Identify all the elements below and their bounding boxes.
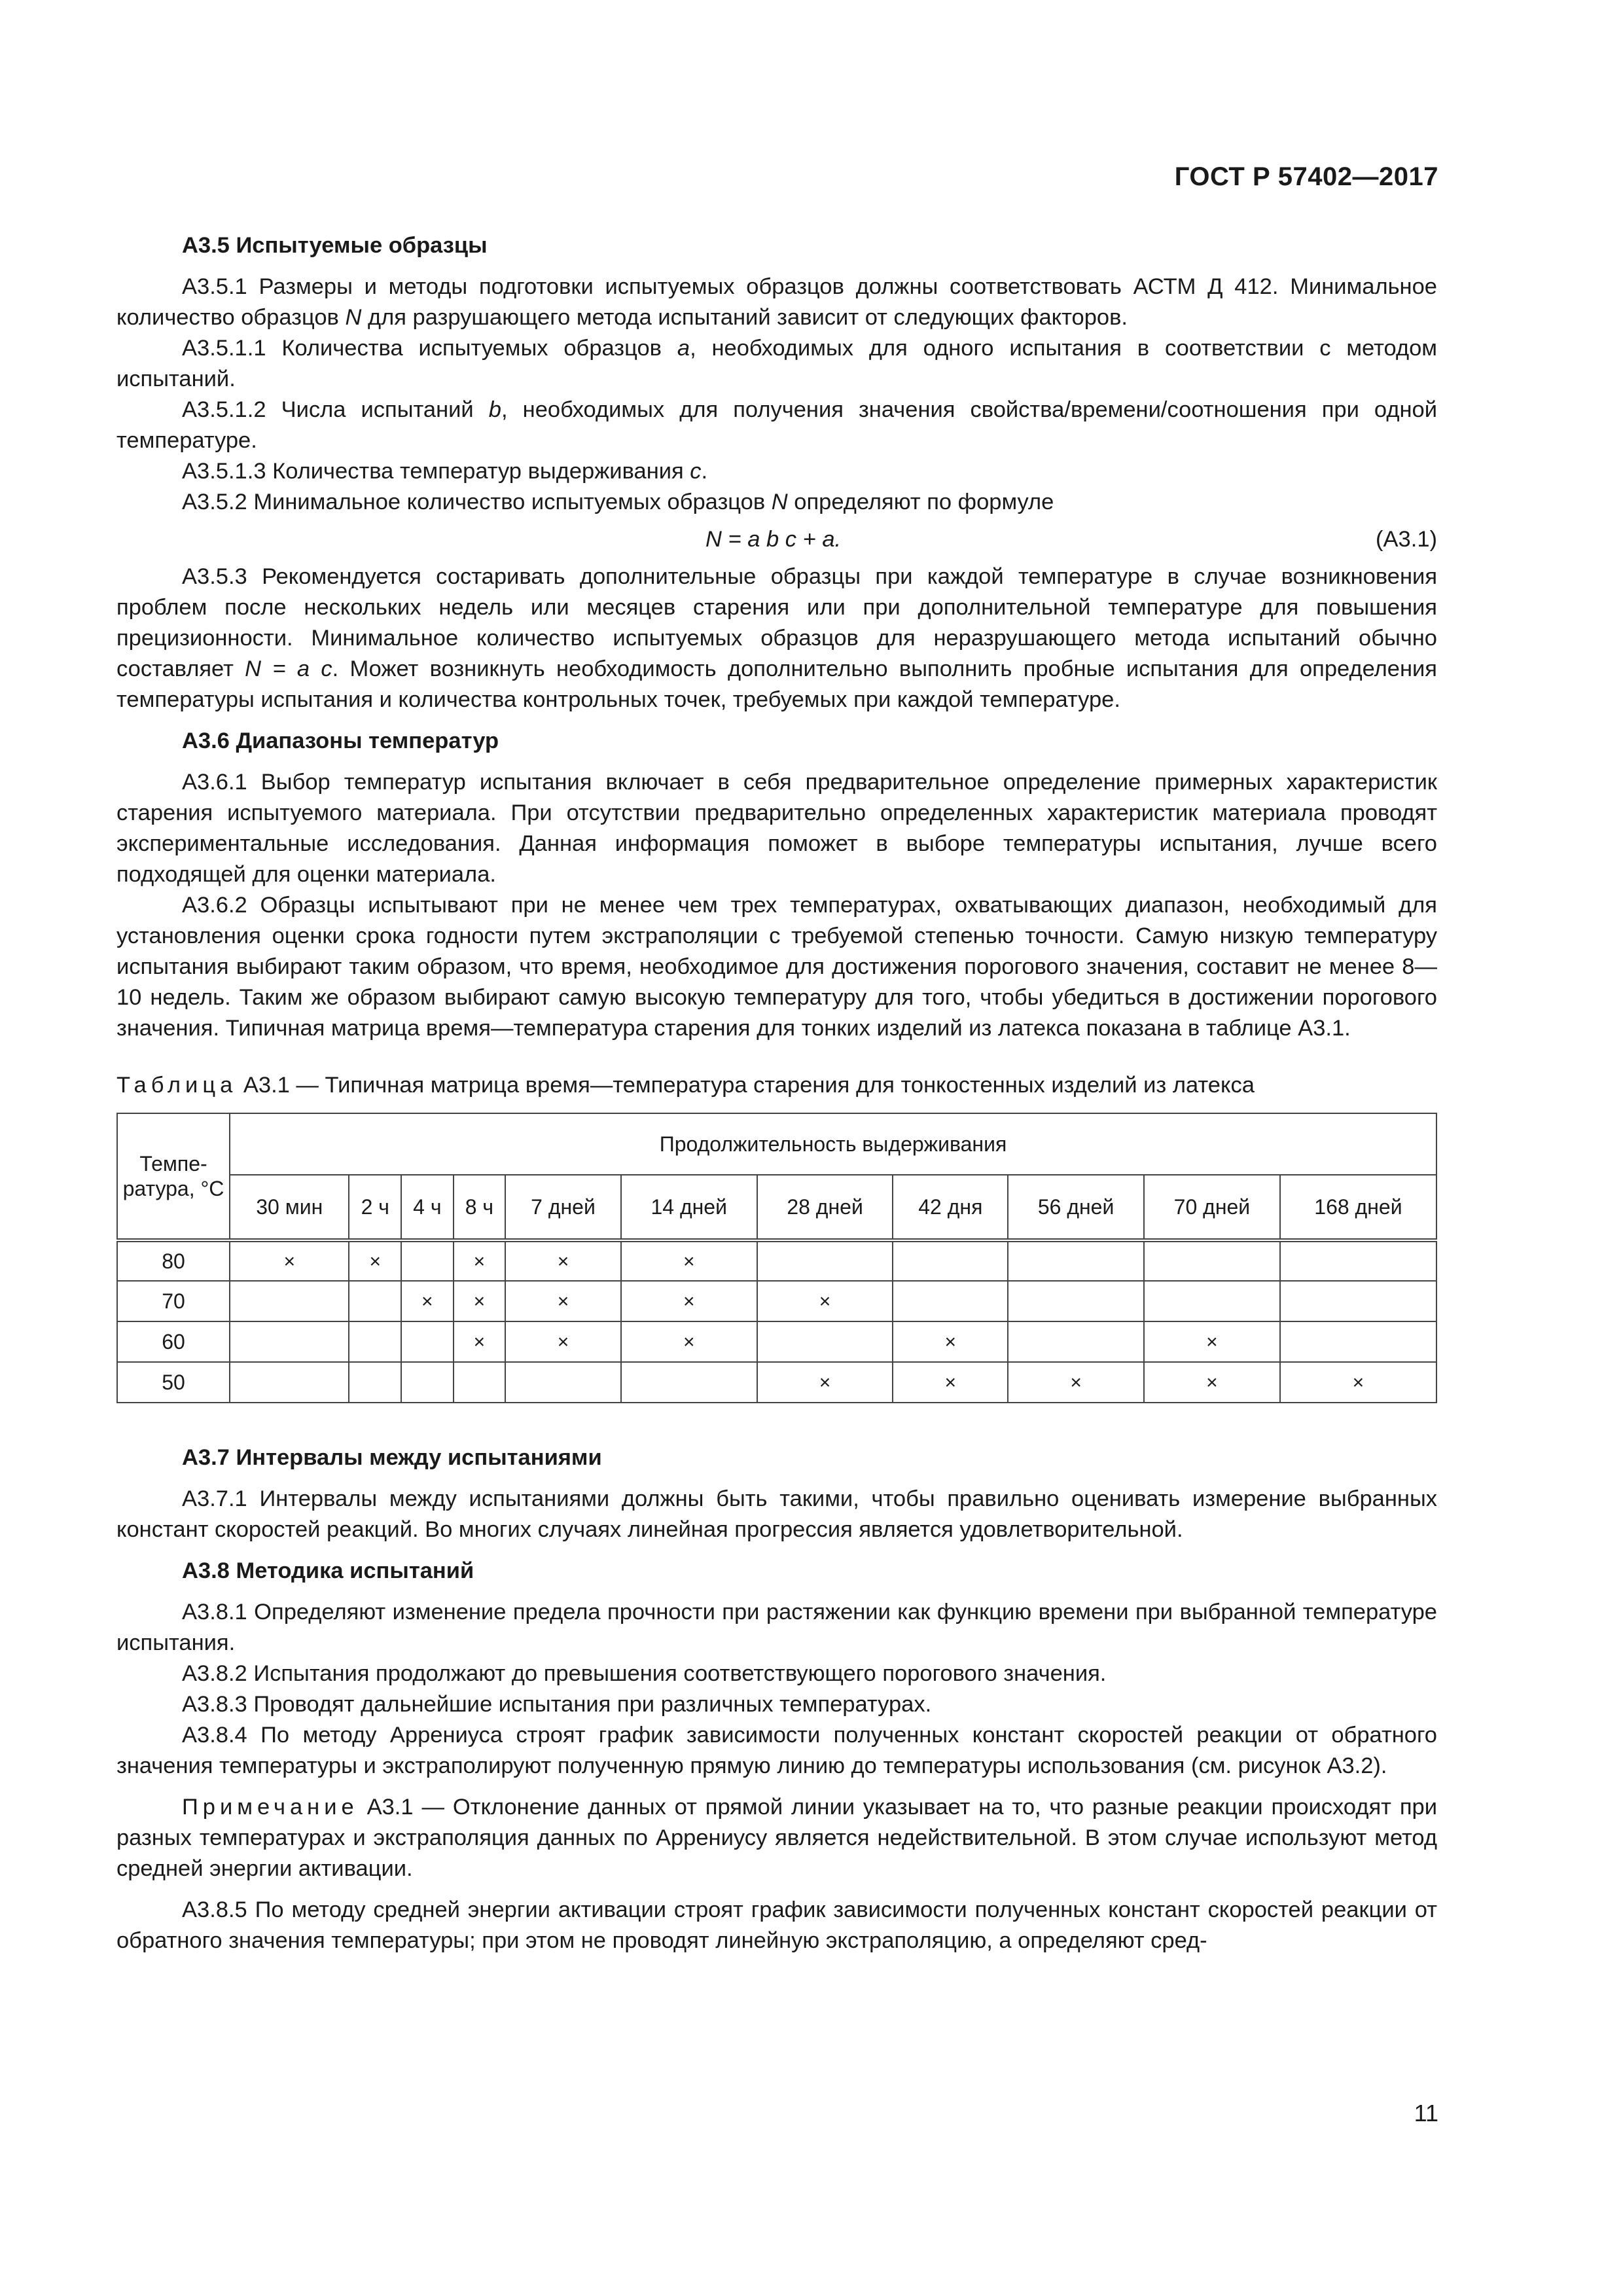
paragraph-a3512: А3.5.1.2 Числа испытаний b, необходимых для получения значения свойства/времени/соотношения при одной температуре. [116,397,1438,453]
duration-column-5: 14 дней [621,1175,757,1240]
matrix-cell: × [893,1321,1008,1362]
temperature-column-header: Темпе-ратура, °С [117,1113,230,1240]
matrix-cell [1144,1281,1280,1321]
matrix-cell [401,1321,454,1362]
matrix-cell [1008,1281,1144,1321]
matrix-cell: × [454,1281,506,1321]
matrix-cell [893,1281,1008,1321]
duration-column-6: 28 дней [757,1175,893,1240]
temperature-cell: 60 [117,1321,230,1362]
duration-column-8: 56 дней [1008,1175,1144,1240]
matrix-cell: × [401,1281,454,1321]
duration-column-10: 168 дней [1280,1175,1436,1240]
matrix-cell [230,1321,349,1362]
paragraph-a383: А3.8.3 Проводят дальнейшие испытания при различных температурах. [182,1692,932,1717]
matrix-cell [349,1362,401,1403]
matrix-cell: × [1008,1362,1144,1403]
paragraph-a361: А3.6.1 Выбор температур испытания включает в себя предварительное определение примерных характеристик старения испытуемого материала. При отсутствии предварительно определенных характеристик материала проводят экспериментальные исследования. Данная информация поможет в выборе температуры испытания, лучше всего подходящей для оценки материала. [116,770,1437,887]
matrix-cell [454,1362,506,1403]
matrix-cell [1008,1240,1144,1281]
matrix-cell: × [621,1321,757,1362]
paragraph-a351: А3.5.1 Размеры и методы подготовки испытуемых образцов должны соответствовать АСТМ Д 412. Минимальное количество образцов N для разрушающего метода испытаний зависит от следующих факторов. [116,274,1437,330]
section-title-a38: А3.8 Методика испытаний [182,1558,474,1583]
matrix-cell [1280,1321,1436,1362]
temperature-cell: 80 [117,1240,230,1281]
paragraph-a3511: А3.5.1.1 Количества испытуемых образцов а, необходимых для одного испытания в соответствии с методом испытаний. [116,336,1437,391]
document-standard-code: ГОСТ Р 57402—2017 [1174,162,1438,191]
aging-matrix-table [116,1113,1437,1403]
table-row [117,1240,1436,1281]
matrix-cell: × [1280,1362,1436,1403]
duration-columns-row [117,1175,1436,1240]
paragraph-a3513: А3.5.1.3 Количества температур выдерживания с. [182,459,708,484]
matrix-cell: × [621,1240,757,1281]
duration-column-header: Продолжительность выдерживания [230,1113,1436,1175]
duration-column-2: 4 ч [401,1175,454,1240]
matrix-cell [401,1240,454,1281]
matrix-cell: × [349,1240,401,1281]
matrix-cell: × [621,1281,757,1321]
formula-expression: N = a b c + a. [705,527,842,552]
temperature-cell: 70 [117,1281,230,1321]
matrix-cell: × [505,1321,621,1362]
matrix-cell [1144,1240,1280,1281]
matrix-cell [1280,1240,1436,1281]
matrix-cell [893,1240,1008,1281]
page-number: 11 [1414,2100,1438,2126]
duration-column-3: 8 ч [454,1175,506,1240]
matrix-cell [505,1362,621,1403]
paragraph-a384: А3.8.4 По методу Аррениуса строят график зависимости полученных констант скоростей реакции от обратного значения температуры и экстраполируют полученную прямую линию до температуры использования (см. рисунок А3.2). [116,1723,1437,1778]
duration-column-7: 42 дня [893,1175,1008,1240]
duration-column-0: 30 мин [230,1175,349,1240]
paragraph-a382: А3.8.2 Испытания продолжают до превышения соответствующего порогового значения. [182,1661,1107,1686]
matrix-cell: × [505,1281,621,1321]
matrix-cell [621,1362,757,1403]
table-row [117,1321,1436,1362]
matrix-cell: × [1144,1321,1280,1362]
note-a31: Примечание А3.1 — Отклонение данных от прямой линии указывает на то, что разные реакции происходят при разных температурах и экстраполяция данных по Аррениусу является недействительной. В этом случае используют метод средней энергии активации. [116,1795,1437,1881]
matrix-cell [1008,1321,1144,1362]
table-row [117,1281,1436,1321]
matrix-cell: × [893,1362,1008,1403]
paragraph-a353: А3.5.3 Рекомендуется состаривать дополнительные образцы при каждой температуре в случае возникновения проблем после нескольких недель или месяцев старения или при дополнительной температуре для повышения прецизионности. Минимальное количество испытуемых образцов для неразрушающего метода испытаний обычно составляет N = a c. Может возникнуть необходимость дополнительно выполнить пробные испытания для определения температуры испытания и количества контрольных точек, требуемых при каждой температуре. [116,564,1437,712]
matrix-cell [757,1240,893,1281]
paragraph-a352: А3.5.2 Минимальное количество испытуемых образцов N определяют по формуле [182,490,1054,514]
section-title-a36: А3.6 Диапазоны температур [182,728,499,753]
matrix-cell [1280,1281,1436,1321]
paragraph-a362: А3.6.2 Образцы испытывают при не менее чем трех температурах, охватывающих диапазон, необходимый для установления оценки срока годности путем экстраполяции с требуемой степенью точности. Самую низкую температуру испытания выбирают таким образом, что время, необходимое для достижения порогового значения, составит не менее 8—10 недель. Таким же образом выбирают самую высокую температуру для того, чтобы убедиться в достижении порогового значения. Типичная матрица время—температура старения для тонких изделий из латекса показана в таблице А3.1. [116,893,1437,1041]
matrix-cell [401,1362,454,1403]
section-title-a35: А3.5 Испытуемые образцы [182,233,488,258]
matrix-cell: × [757,1362,893,1403]
matrix-cell [349,1281,401,1321]
matrix-cell: × [230,1240,349,1281]
matrix-cell: × [454,1321,506,1362]
page-content [116,230,1437,1956]
temperature-cell: 50 [117,1362,230,1403]
paragraph-a381: А3.8.1 Определяют изменение предела прочности при растяжении как функцию времени при выбранной температуре испытания. [116,1600,1437,1655]
duration-column-1: 2 ч [349,1175,401,1240]
matrix-cell: × [505,1240,621,1281]
matrix-cell [230,1281,349,1321]
table-caption: Таблица А3.1 — Типичная матрица время—температура старения для тонкостенных изделий из латекса [116,1073,1255,1098]
formula-number: (А3.1) [1376,527,1437,552]
matrix-cell [230,1362,349,1403]
matrix-cell [757,1321,893,1362]
duration-column-9: 70 дней [1144,1175,1280,1240]
matrix-body [117,1240,1436,1403]
paragraph-a371: А3.7.1 Интервалы между испытаниями должны быть такими, чтобы правильно оценивать измерение выбранных констант скоростей реакций. Во многих случаях линейная прогрессия является удовлетворительной. [116,1486,1437,1542]
formula-a31 [116,524,1437,555]
matrix-cell: × [454,1240,506,1281]
table-row [117,1362,1436,1403]
section-title-a37: А3.7 Интервалы между испытаниями [182,1445,602,1470]
duration-column-4: 7 дней [505,1175,621,1240]
matrix-cell: × [757,1281,893,1321]
matrix-cell: × [1144,1362,1280,1403]
paragraph-a385: А3.8.5 По методу средней энергии активации строят график зависимости полученных констант скоростей реакции от обратного значения температуры; при этом не проводят линейную экстраполяцию, а определяют сред- [116,1897,1437,1953]
matrix-cell [349,1321,401,1362]
